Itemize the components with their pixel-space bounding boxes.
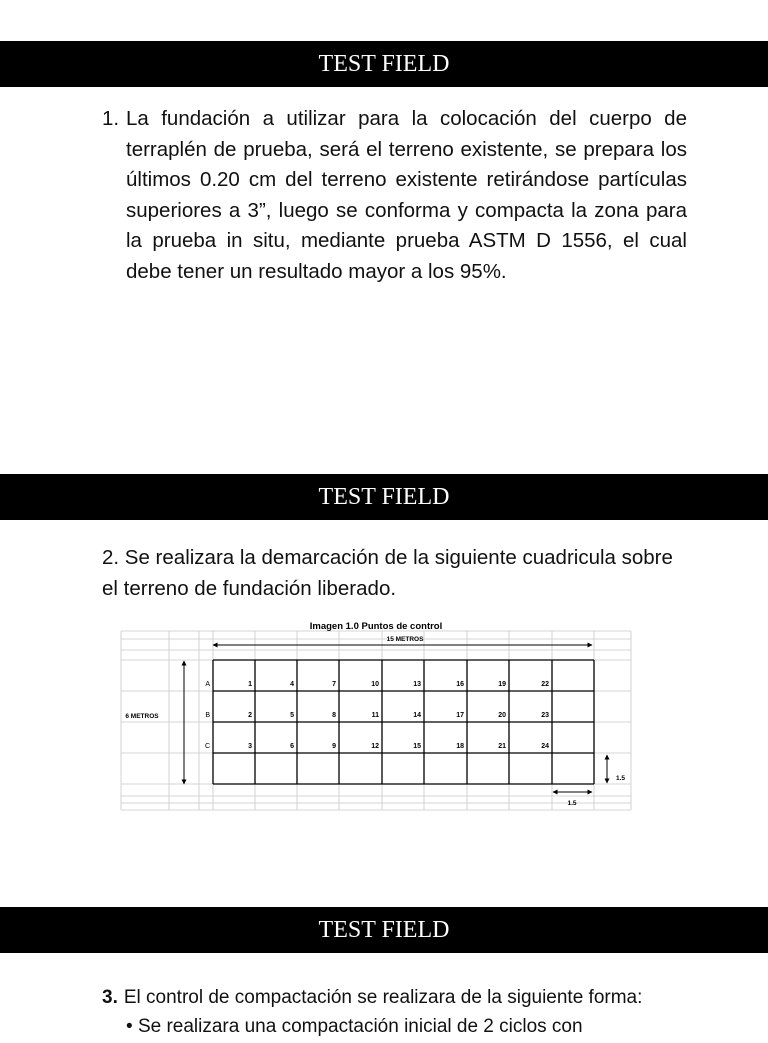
section-3-bullet-text: Se realizara una compactación inicial de 2 ciclos con bbox=[137, 1016, 583, 1037]
control-point-label: 3 bbox=[248, 743, 252, 750]
control-point-label: 20 bbox=[498, 712, 506, 719]
section-3-text: El control de compactación se realizara de la siguiente forma: bbox=[123, 987, 643, 1008]
figure-title: Imagen 1.0 Puntos de control bbox=[309, 621, 443, 632]
section-3-bullet bbox=[126, 1012, 696, 1043]
control-point-label: 9 bbox=[332, 743, 336, 750]
section-2-text: 2. Se realizara la demarcación de la siguiente cuadricula sobre el terreno de fundación liberado. bbox=[102, 546, 673, 600]
control-point-label: 16 bbox=[456, 681, 464, 688]
section-3-header: TEST FIELD bbox=[0, 907, 768, 953]
control-point-label: 6 bbox=[290, 743, 294, 750]
section-1-header: TEST FIELD bbox=[0, 41, 768, 87]
section-1-number: 1. bbox=[102, 107, 120, 130]
section-2-header: TEST FIELD bbox=[0, 474, 768, 520]
section-1-text: La fundación a utilizar para la colocación del cuerpo de terraplén de prueba, será el terreno existente, se prepara los últimos 0.20 cm del terreno existente retirándose partículas superiores a 3”, luego se conforma y compacta la zona para la prueba in situ, mediante prueba ASTM D 1556, el cual debe tener un resultado mayor a los 95%. bbox=[126, 107, 687, 283]
control-point-label: 7 bbox=[332, 681, 336, 688]
control-point-label: 23 bbox=[541, 712, 549, 719]
section-3-number: 3. bbox=[102, 987, 118, 1008]
control-point-label: 12 bbox=[371, 743, 379, 750]
control-point-label: 10 bbox=[371, 681, 379, 688]
height-label: 6 METROS bbox=[125, 713, 159, 720]
row-label: B bbox=[205, 712, 210, 719]
cell-side-label: 1.5 bbox=[616, 775, 626, 782]
control-point-label: 24 bbox=[541, 743, 549, 750]
row-label: A bbox=[205, 681, 210, 688]
section-3-paragraph bbox=[102, 983, 702, 1014]
control-point-label: 15 bbox=[413, 743, 421, 750]
control-point-label: 2 bbox=[248, 712, 252, 719]
control-point-label: 5 bbox=[290, 712, 294, 719]
bullet-icon: • bbox=[126, 1016, 133, 1037]
row-label: C bbox=[204, 743, 210, 750]
control-point-label: 19 bbox=[498, 681, 506, 688]
cell-bottom-label: 1.5 bbox=[567, 800, 577, 807]
control-point-label: 1 bbox=[248, 681, 252, 688]
control-point-label: 11 bbox=[371, 712, 379, 719]
control-point-label: 4 bbox=[290, 681, 294, 688]
control-point-label: 14 bbox=[413, 712, 421, 719]
control-point-label: 22 bbox=[541, 681, 549, 688]
control-point-label: 8 bbox=[332, 712, 336, 719]
control-point-label: 18 bbox=[456, 743, 464, 750]
width-label: 15 METROS bbox=[386, 636, 424, 643]
control-point-label: 17 bbox=[456, 712, 464, 719]
control-point-label: 13 bbox=[413, 681, 421, 688]
control-point-label: 21 bbox=[498, 743, 506, 750]
